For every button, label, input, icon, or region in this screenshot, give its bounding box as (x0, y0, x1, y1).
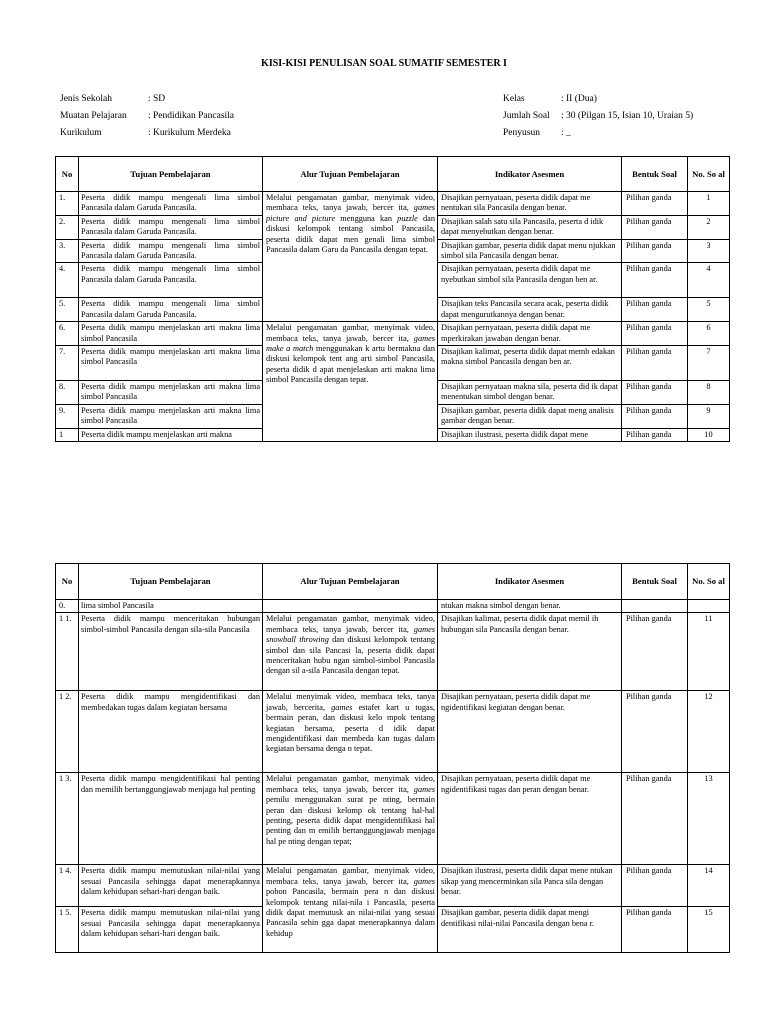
cell-no: 1 (56, 428, 79, 441)
cell-no: 7. (56, 346, 79, 381)
cell-indikator: Disajikan kalimat, peserta didik dapat memb edakan makna simbol Pancasila dengan ben ar. (438, 346, 622, 381)
cell-indikator: Disajikan pernyataan, peserta didik dapat me nentukan sila Pancasila dengan benar. (438, 192, 622, 216)
cell-alur (263, 773, 438, 865)
header-nosoal: No. So al (688, 157, 730, 192)
cell-nosoal: 14 (688, 865, 730, 907)
cell-tujuan: Peserta didik mampu memutuskan nilai-nilai yang sesuai Pancasila sehingga dapat menerapkannya dalam kehidupan sehari-hari dengan baik. (79, 907, 263, 953)
table-row (56, 192, 730, 216)
cell-tujuan: Peserta didik mampu mengidentifikasi dan membedakan tugas dalam kegiatan bersama (79, 691, 263, 773)
cell-bentuk: Pilihan ganda (622, 773, 688, 865)
meta-label: Jumlah Soal (503, 111, 550, 121)
cell-alur (263, 691, 438, 773)
alur-games-text: games (331, 702, 353, 712)
alur-games-text: games (413, 876, 435, 886)
cell-no: 1 3. (56, 773, 79, 865)
header-indikator: Indikator Asesmen (438, 157, 622, 192)
cell-no: 0. (56, 600, 79, 613)
cell-nosoal: 4 (688, 263, 730, 298)
meta-row-penyusun (503, 125, 693, 142)
cell-alur-group-b (263, 322, 438, 442)
meta-label: Kurikulum (60, 128, 102, 138)
table-row-continued (56, 600, 730, 613)
cell-no: 3. (56, 239, 79, 263)
table-header-row (56, 157, 730, 192)
cell-no: 6. (56, 322, 79, 346)
cell-indikator: Disajikan gambar, peserta didik dapat meng analisis gambar dengan benar. (438, 404, 622, 428)
cell-no: 4. (56, 263, 79, 298)
alur-text: Melalui pengamatan gambar, menyimak video, membaca teks, tanya jawab, bercer ita, (266, 774, 435, 794)
cell-indikator: Disajikan teks Pancasila secara acak, peserta didik dapat mengurutkannya dengan benar. (438, 298, 622, 322)
header-tujuan: Tujuan Pembelajaran (79, 564, 263, 600)
alur-text: Melalui pengamatan gambar, menyimak video, membaca teks, tanya jawab, bercer ita, (266, 323, 435, 343)
cell-tujuan: Peserta didik mampu menceritakan hubungan simbol-simbol Pancasila dengan sila-sila Pancasila (79, 613, 263, 691)
cell-bentuk: Pilihan ganda (622, 192, 688, 216)
cell-no: 8. (56, 381, 79, 405)
alur-text: dan diskusi kelompok tentang simbol Pancasila, peserta didik dapat men genali lima simbol Pancasila dalam Garu da Pancasila dengan tepat. (266, 213, 436, 255)
cell-tujuan: Peserta didik mampu mengenali lima simbol Pancasila dalam Garuda Pancasila. (79, 298, 263, 322)
cell-no: 9. (56, 404, 79, 428)
table-row (56, 613, 730, 691)
header-nosoal: No. So al (688, 564, 730, 600)
cell-bentuk: Pilihan ganda (622, 346, 688, 381)
cell-no: 1 2. (56, 691, 79, 773)
cell-no: 1. (56, 192, 79, 216)
cell-tujuan: Peserta didik mampu menjelaskan arti makna lima simbol Pancasila (79, 346, 263, 381)
header-tujuan: Tujuan Pembelajaran (79, 157, 263, 192)
alur-games-text: games (413, 784, 435, 794)
cell-nosoal: 3 (688, 239, 730, 263)
meta-label: Muatan Pelajaran (60, 111, 127, 121)
header-indikator: Indikator Asesmen (438, 564, 622, 600)
table-header-row (56, 564, 730, 600)
cell-no: 5. (56, 298, 79, 322)
alur-games-text: games make a match (266, 333, 435, 354)
cell-nosoal: 15 (688, 907, 730, 953)
cell-bentuk: Pilihan ganda (622, 907, 688, 953)
cell-indikator: Disajikan kalimat, peserta didik dapat memil ih hubungan sila Pancasila dengan benar. (438, 613, 622, 691)
cell-nosoal: 5 (688, 298, 730, 322)
alur-text: Melalui pengamatan gambar, menyimak video, membaca teks, tanya jawab, bercer ita, (266, 193, 435, 213)
cell-indikator: Disajikan pernyataan, peserta didik dapat me nyebutkan simbol sila Pancasila dengan ben ar. (438, 263, 622, 298)
meta-row-jenis-sekolah (60, 91, 234, 108)
cell-nosoal: 9 (688, 404, 730, 428)
cell-bentuk: Pilihan ganda (622, 865, 688, 907)
cell-nosoal: 8 (688, 381, 730, 405)
cell-tujuan: Peserta didik mampu mengenali lima simbol Pancasila dalam Garuda Pancasila. (79, 215, 263, 239)
cell-indikator: Disajikan gambar, peserta didik dapat menu njukkan simbol sila Pancasila dengan benar. (438, 239, 622, 263)
cell-bentuk: Pilihan ganda (622, 404, 688, 428)
cell-nosoal: 10 (688, 428, 730, 441)
cell-indikator: Disajikan pernyataan makna sila, peserta did ik dapat menentukan simbol dengan benar. (438, 381, 622, 405)
table-row (56, 691, 730, 773)
document-title: KISI-KISI PENULISAN SOAL SUMATIF SEMESTER I (261, 58, 507, 69)
cell-no: 1 1. (56, 613, 79, 691)
cell-indikator: Disajikan pernyataan, peserta didik dapat me ngidentifikasi tugas dan peran dengan benar. (438, 773, 622, 865)
cell-indikator: Disajikan pernyataan, peserta didik dapat me mperkirakan jawaban dengan benar. (438, 322, 622, 346)
alur-text: estafet kart u tugas, bermain peran, dan diskusi kelo mpok tentang kegiatan bersama, peserta d idik dapat mengidentifikasi dan membeda kan tugas dalam kegiatan bersama denga n tepat. (266, 702, 435, 754)
cell-tujuan: Peserta didik mampu menjelaskan arti makna lima simbol Pancasila (79, 404, 263, 428)
meta-row-kelas (503, 91, 693, 108)
alur-text: Melalui menyimak video, membaca teks, tanya jawab, bercerita, (266, 692, 435, 712)
alur-text: dan diskusi kelompok tentang simbol dan sila Pancasi la, peserta didik dapat menceritakan hubu ngan simbol-simbol Pancasila dengan sil a-sila Pancasila dengan tepat. (266, 635, 435, 676)
alur-text: mengguna kan (335, 213, 398, 223)
cell-tujuan: Peserta didik mampu mengenali lima simbol Pancasila dalam Garuda Pancasila. (79, 192, 263, 216)
cell-nosoal (688, 600, 730, 613)
meta-row-jumlah-soal (503, 108, 693, 125)
cell-bentuk: Pilihan ganda (622, 691, 688, 773)
cell-bentuk (622, 600, 688, 613)
cell-no: 1 4. (56, 865, 79, 907)
cell-indikator: Disajikan gambar, peserta didik dapat mengi dentifikasi nilai-nilai Pancasila dengan bena r. (438, 907, 622, 953)
cell-nosoal: 13 (688, 773, 730, 865)
cell-bentuk: Pilihan ganda (622, 239, 688, 263)
alur-text: Melalui pengamatan gambar, menyimak video, membaca teks, tanya jawab, bercer ita, (266, 614, 435, 634)
cell-tujuan: Peserta didik mampu memutuskan nilai-nilai yang sesuai Pancasila sehingga dapat menerapkannya dalam kehidupan sehari-hari dengan baik. (79, 865, 263, 907)
alur-games-text: games picture and picture (266, 203, 435, 223)
cell-indikator: Disajikan salah satu sila Pancasila, peserta d idik dapat menyebutkan dengan benar. (438, 215, 622, 239)
meta-value: : Pendidikan Pancasila (148, 111, 235, 121)
cell-indikator: Disajikan pernyataan, peserta didik dapat me ngidentifikasi kegiatan dengan benar. (438, 691, 622, 773)
cell-indikator: Disajikan ilustrasi, peserta didik dapat mene ntukan sikap yang mencerminkan sila Panca sila dengan benar. (438, 865, 622, 907)
meta-label: Penyusun (503, 128, 540, 138)
alur-text: Melalui pengamatan gambar, menyimak video, membaca teks, tanya jawab, bercer ita, (266, 866, 435, 886)
cell-tujuan: Peserta didik mampu mengenali lima simbol Pancasila dalam Garuda Pancasila. (79, 263, 263, 298)
cell-bentuk: Pilihan ganda (622, 263, 688, 298)
alur-games-text: games snowball throwing (266, 624, 435, 645)
alur-text: pohon Pancasila, bermain pera n dan diskusi kelompok tentang nilai-nila i Pancasila, peserta didik dapat memutusk an nilai-nilai yang sesuai Pancasila sehin gga dapat menerapkannya dalam kehidup (266, 887, 435, 938)
header-bentuk: Bentuk Soal (622, 157, 688, 192)
meta-row-muatan-pelajaran (60, 108, 234, 125)
cell-nosoal: 12 (688, 691, 730, 773)
meta-value: : SD (148, 94, 166, 104)
cell-tujuan: Peserta didik mampu menjelaskan arti makna lima simbol Pancasila (79, 322, 263, 346)
meta-row-kurikulum (60, 125, 234, 142)
header-alur: Alur Tujuan Pembelajaran (263, 564, 438, 600)
cell-bentuk: Pilihan ganda (622, 322, 688, 346)
cell-nosoal: 2 (688, 215, 730, 239)
cell-no: 2. (56, 215, 79, 239)
meta-label: Kelas (503, 94, 525, 104)
alur-puzzle-text: puzzle (397, 213, 418, 223)
cell-alur (263, 865, 438, 953)
header-alur: Alur Tujuan Pembelajaran (263, 157, 438, 192)
cell-nosoal: 6 (688, 322, 730, 346)
cell-alur (263, 600, 438, 613)
cell-alur (263, 613, 438, 691)
kisi-kisi-table-1 (55, 156, 730, 442)
header-no: No (56, 157, 79, 192)
cell-bentuk: Pilihan ganda (622, 428, 688, 441)
cell-tujuan: Peserta didik mampu menjelaskan arti makna lima simbol Pancasila (79, 381, 263, 405)
meta-value: : _ (561, 128, 571, 138)
cell-bentuk: Pilihan ganda (622, 298, 688, 322)
cell-nosoal: 1 (688, 192, 730, 216)
cell-bentuk: Pilihan ganda (622, 215, 688, 239)
cell-no: 1 5. (56, 907, 79, 953)
table-row (56, 322, 730, 346)
header-no: No (56, 564, 79, 600)
cell-tujuan: Peserta didik mampu mengenali lima simbol Pancasila dalam Garuda Pancasila. (79, 239, 263, 263)
alur-text: menggunakan k artu bermakna dan diskusi kelompok tent ang arti simbol Pancasila, peserta didik d apat menjelaskan arti makna lima simbol Pancasila dengan tepat. (266, 344, 435, 385)
cell-tujuan: Peserta didik mampu menjelaskan arti makna (79, 428, 263, 441)
cell-alur-group-a (263, 192, 438, 322)
meta-right (503, 91, 693, 142)
header-bentuk: Bentuk Soal (622, 564, 688, 600)
meta-value: : Kurikulum Merdeka (148, 128, 231, 138)
meta-label: Jenis Sekolah (60, 94, 112, 104)
cell-nosoal: 7 (688, 346, 730, 381)
table-row (56, 865, 730, 907)
cell-bentuk: Pilihan ganda (622, 613, 688, 691)
alur-text: pemilu menggunakan surat pe nting, bermain peran dan diskusi kelomp ok tentang hal-hal penting, peserta didik dapat mengidentifikasi hal penting dan m emilih bertanggungjawab menjaga hal pe nting dengan tepat; (266, 795, 435, 846)
table-row (56, 773, 730, 865)
meta-value: : 30 (Pilgan 15, Isian 10, Uraian 5) (561, 111, 694, 121)
cell-tujuan: Peserta didik mampu mengidentifikasi hal penting dan memilih bertanggungjawab menjaga hal penting (79, 773, 263, 865)
kisi-kisi-table-2 (55, 563, 730, 953)
meta-value: : II (Dua) (561, 94, 597, 104)
cell-indikator: ntukan makna simbol dengan benar. (438, 600, 622, 613)
cell-indikator: Disajikan ilustrasi, peserta didik dapat mene (438, 428, 622, 441)
cell-nosoal: 11 (688, 613, 730, 691)
cell-bentuk: Pilihan ganda (622, 381, 688, 405)
cell-tujuan: lima simbol Pancasila (79, 600, 263, 613)
meta-left (60, 91, 234, 142)
